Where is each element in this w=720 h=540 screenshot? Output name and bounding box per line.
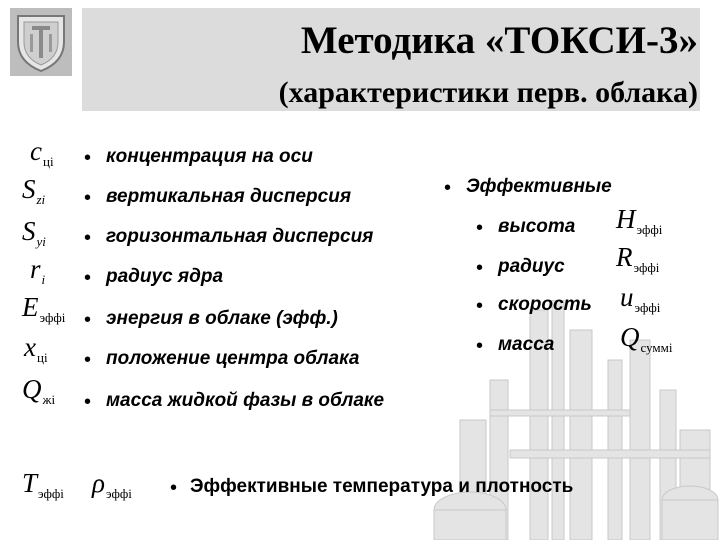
symbol-r-effi: $R_{эффi}$ xyxy=(616,242,660,275)
bullet: • xyxy=(476,335,484,357)
shield-logo-icon xyxy=(10,8,72,76)
symbol-s-yi: $S_{yi}$ xyxy=(22,216,46,249)
list-item-core-radius: радиус ядра xyxy=(106,266,224,287)
list-item-concentration: концентрация на оси xyxy=(106,146,313,167)
list-item-radius: радиус xyxy=(498,256,565,277)
list-item-vertical-dispersion: вертикальная дисперсия xyxy=(106,186,352,207)
bullet: • xyxy=(84,227,92,249)
list-item-cloud-center: положение центра облака xyxy=(106,348,360,369)
list-item-mass: масса xyxy=(498,334,555,355)
bullet: • xyxy=(476,295,484,317)
bullet: • xyxy=(84,187,92,209)
factory-illustration xyxy=(430,300,720,540)
symbol-r-i: $r_i$ xyxy=(30,254,46,287)
symbol-q-zhi: $Q_{жi}$ xyxy=(22,374,56,407)
symbol-e-effi: $E_{эффi}$ xyxy=(22,292,66,325)
symbol-x-ci: $x_{цi}$ xyxy=(24,332,48,365)
bullet: • xyxy=(84,147,92,169)
bullet: • xyxy=(84,349,92,371)
symbol-s-zi: $S_{zi}$ xyxy=(22,174,46,207)
page-subtitle: (характеристики перв. облака) xyxy=(278,76,698,109)
list-item-cloud-energy: энергия в облаке (эфф.) xyxy=(106,308,338,329)
symbol-h-effi: $H_{эффi}$ xyxy=(616,204,663,237)
bottom-statement: Эффективные температура и плотность xyxy=(190,476,574,497)
symbol-t-effi: $T_{эффi}$ xyxy=(22,468,64,501)
list-item-horizontal-dispersion: горизонтальная дисперсия xyxy=(106,226,374,247)
right-header: Эффективные xyxy=(466,176,612,197)
list-item-velocity: скорость xyxy=(498,294,592,315)
symbol-rho-effi: $\rho_{эффi}$ xyxy=(92,468,132,501)
bullet: • xyxy=(170,477,178,499)
symbol-u-effi: $u_{эффi}$ xyxy=(620,282,661,315)
bullet: • xyxy=(444,177,452,199)
symbol-c-ci: $c_{цi}$ xyxy=(30,136,54,169)
bullet: • xyxy=(476,217,484,239)
list-item-height: высота xyxy=(498,216,576,237)
list-item-liquid-mass: масса жидкой фазы в облаке xyxy=(106,390,385,411)
bullet: • xyxy=(84,391,92,413)
bullet: • xyxy=(84,267,92,289)
page-title: Методика «ТОКСИ-3» xyxy=(300,19,698,62)
bullet: • xyxy=(84,309,92,331)
bullet: • xyxy=(476,257,484,279)
symbol-q-summi: $Q_{суммi}$ xyxy=(620,322,673,355)
